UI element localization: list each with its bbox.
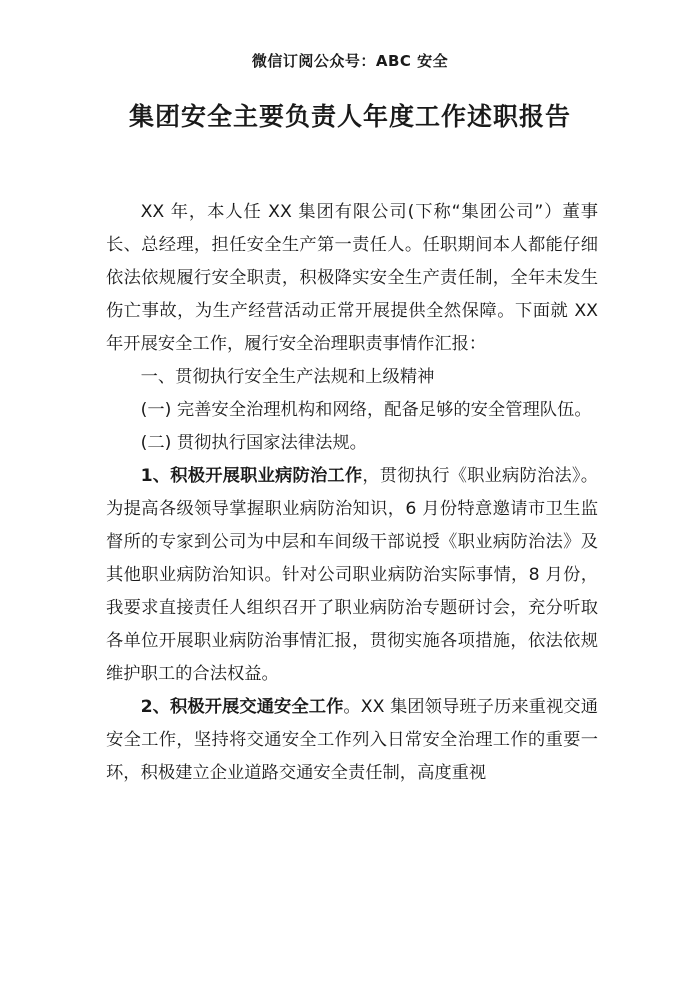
item-number: 2、 bbox=[140, 697, 171, 717]
document-title: 集团安全主要负责人年度工作述职报告 bbox=[128, 102, 571, 131]
numbered-item-paragraph bbox=[106, 460, 598, 691]
subsection-paragraph: (二) 贯彻执行国家法律法规。 bbox=[140, 433, 367, 453]
item-body-text: 。XX 集团领导班子历来重视交通安全工作，坚持将交通安全工作列入日常安全治理工作的重要一环，积极建立企业道路交通安全责任制，高度重视 bbox=[106, 697, 598, 783]
numbered-item-paragraph bbox=[106, 691, 598, 790]
subscription-header: 微信订阅公众号：ABC 安全 bbox=[251, 52, 449, 70]
item-body-text: ，贯彻执行《职业病防治法》。为提高各级领导掌握职业病防治知识，6 月份特意邀请市卫生监督所的专家到公司为中层和车间级干部说授《职业病防治法》及其他职业病防治知识。针对公司职业病防治实际事情，8 月份，我要求直接责任人组织召开了职业病防治专题研讨会，充分听取各单位开展职业病防治事情汇报，贯彻实施各项措施，依法依规维护职工的合法权益。 bbox=[106, 466, 598, 684]
item-lead-text: 积极开展职业病防治工作 bbox=[170, 466, 363, 486]
document-body bbox=[106, 196, 598, 790]
item-number: 1、 bbox=[140, 466, 171, 486]
item-lead-text: 积极开展交通安全工作 bbox=[170, 697, 344, 717]
intro-paragraph: XX 年，本人任 XX 集团有限公司(下称“集团公司”）董事长、总经理，担任安全生产第一责任人。任职期间本人都能仔细依法依规履行安全职责，积极降实安全生产责任制，全年未发生伤亡事故，为生产经营活动正常开展提供全然保障。下面就 XX 年开展安全工作，履行安全治理职责事情作汇报： bbox=[106, 202, 598, 354]
section-heading: 一、贯彻执行安全生产法规和上级精神 bbox=[140, 367, 435, 387]
subsection-paragraph: (一) 完善安全治理机构和网络，配备足够的安全管理队伍。 bbox=[140, 400, 592, 420]
